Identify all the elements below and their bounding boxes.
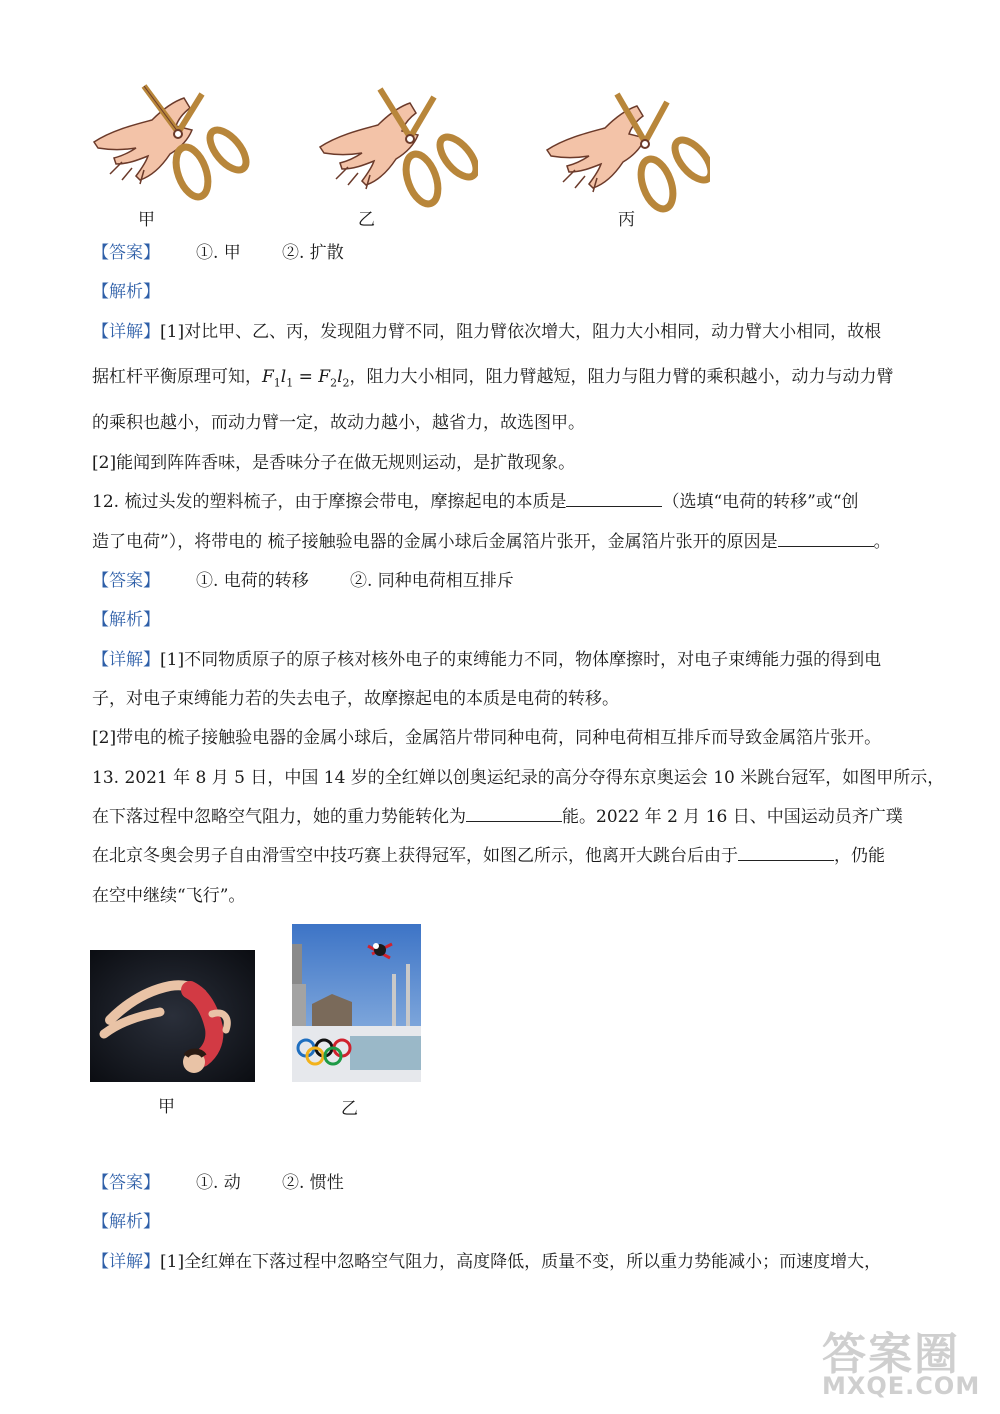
detail-text: [1]对比甲、乙、丙，发现阻力臂不同，阻力臂依次增大，阻力大小相同，动力臂大小相同，故根 (160, 322, 882, 342)
answer-option-1: ①. 动 (196, 1173, 241, 1193)
photo-caption-jia: 甲 (158, 1097, 175, 1117)
detail-paragraph (92, 321, 881, 343)
answer-option-2: ②. 扩散 (282, 243, 344, 263)
skier-photo (292, 924, 421, 1082)
watermark-logo: 答案圈 (822, 1329, 960, 1380)
question-stem (92, 531, 891, 553)
question-stem (92, 806, 903, 828)
question-stem (92, 845, 885, 867)
lever-formula: $F_1l_1 = F_2l_2$ (262, 367, 350, 390)
detail-text: [1]不同物质原子的原子核对核外电子的束缚能力不同，物体摩擦时，对电子束缚能力强的得到电 (160, 650, 882, 670)
detail-text: [1]全红婵在下落过程中忽略空气阻力，高度降低，质量不变，所以重力势能减小；而速度增大， (160, 1252, 882, 1272)
stem-text: 在下落过程中忽略空气阻力，她的重力势能转化为 (92, 807, 466, 827)
stem-text: 造了电荷”），将带电的 梳子接触验电器的金属小球后金属箔片张开，金属箔片张开的原因是 (92, 532, 778, 552)
answer-option-2: ②. 惯性 (282, 1173, 344, 1193)
detail-tag: 【详解】 (92, 1252, 160, 1272)
answer-tag: 【答案】 (92, 571, 160, 591)
analysis-tag: 【解析】 (92, 610, 160, 630)
answer-tag: 【答案】 (92, 243, 160, 263)
answer-option-1: ①. 电荷的转移 (196, 571, 309, 591)
answer-blank (466, 807, 562, 822)
analysis-tag: 【解析】 (92, 282, 160, 302)
question-stem (92, 491, 859, 513)
detail-text: [2]带电的梳子接触验电器的金属小球后，金属箔片带同种电荷，同种电荷相互排斥而导致金属箔片张开。 (92, 728, 882, 748)
stem-text: 能。2022 年 2 月 16 日、中国运动员齐广璞 (562, 807, 903, 827)
answer-option-1: ①. 甲 (196, 243, 241, 263)
stem-text: 12. 梳过头发的塑料梳子，由于摩擦会带电，摩擦起电的本质是 (92, 492, 567, 512)
detail-paragraph (92, 649, 881, 671)
scissors-figure-yi (318, 85, 478, 210)
detail-tag: 【详解】 (92, 322, 160, 342)
detail-text: 的乘积也越小，而动力臂一定，故动力越小，越省力，故选图甲。 (92, 413, 585, 433)
answer-blank (738, 846, 834, 861)
stem-text: （选填“电荷的转移”或“创 (662, 492, 859, 512)
diver-photo (90, 950, 255, 1082)
stem-text: ，仍能 (834, 846, 885, 866)
detail-text: ，阻力大小相同，阻力臂越短，阻力与阻力臂的乘积越小，动力与动力臂 (349, 367, 894, 387)
scissors-figure-bing (545, 88, 710, 213)
question-stem: 13. 2021 年 8 月 5 日，中国 14 岁的全红婵以创奥运纪录的高分夺得东京奥运会 10 米跳台冠军，如图甲所示， (92, 768, 945, 788)
watermark-url: MXQE.COM (822, 1372, 981, 1400)
answer-blank (566, 492, 662, 507)
question-stem: 在空中继续“飞行”。 (92, 886, 246, 906)
stem-text: 在北京冬奥会男子自由滑雪空中技巧赛上获得冠军，如图乙所示，他离开大跳台后由于 (92, 846, 738, 866)
answer-blank (778, 532, 874, 547)
photo-caption-yi: 乙 (341, 1099, 358, 1119)
analysis-tag: 【解析】 (92, 1212, 160, 1232)
stem-text: 。 (873, 532, 891, 552)
scissors-figure-jia (92, 80, 252, 205)
answer-tag: 【答案】 (92, 1173, 160, 1193)
answer-option-2: ②. 同种电荷相互排斥 (350, 571, 514, 591)
figure-caption-jia: 甲 (138, 210, 155, 230)
figure-caption-yi: 乙 (358, 210, 375, 230)
detail-paragraph (92, 366, 894, 394)
detail-text: 据杠杆平衡原理可知， (92, 367, 262, 387)
detail-tag: 【详解】 (92, 650, 160, 670)
detail-paragraph (92, 1251, 881, 1273)
figure-caption-bing: 丙 (618, 210, 635, 230)
detail-text: 子，对电子束缚能力若的失去电子，故摩擦起电的本质是电荷的转移。 (92, 689, 619, 709)
detail-text: [2]能闻到阵阵香味，是香味分子在做无规则运动，是扩散现象。 (92, 453, 576, 473)
